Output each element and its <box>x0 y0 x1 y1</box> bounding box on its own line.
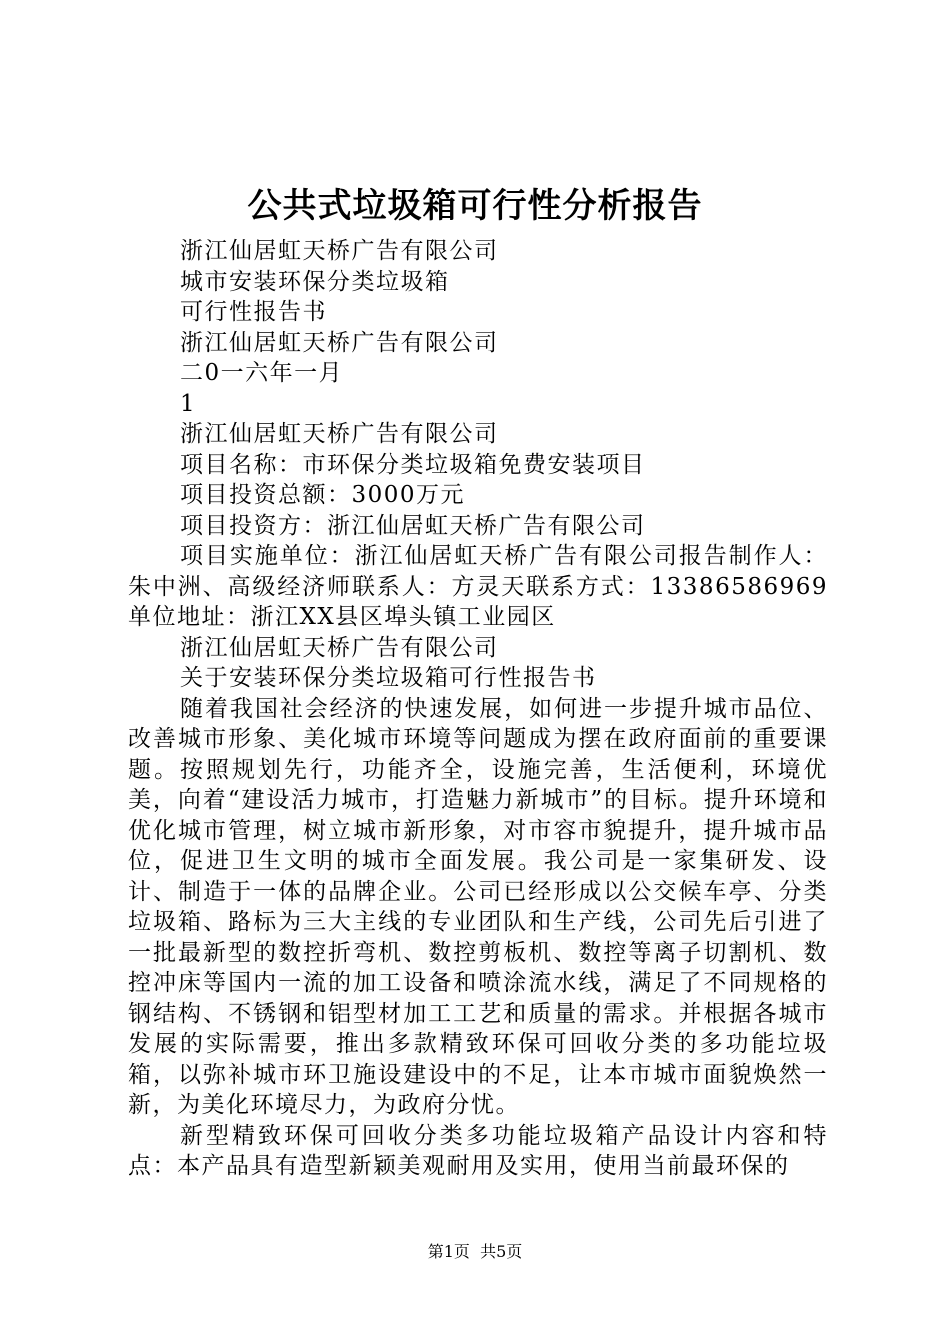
page-footer <box>0 1240 950 1264</box>
page-number: 第1页 <box>427 1242 470 1261</box>
paragraph-company: 浙江仙居虹天桥广告有限公司 <box>180 329 499 356</box>
document-body <box>128 236 828 1182</box>
page-total: 共5页 <box>480 1242 523 1261</box>
paragraph-investor: 项目投资方：浙江仙居虹天桥广告有限公司 <box>180 512 646 539</box>
paragraph-background: 随着我国社会经济的快速发展，如何进一步提升城市品位、改善城市形象、美化城市环境等问题成为摆在政府面前的重要课题。按照规划先行，功能齐全，设施完善，生活便利，环境优美，向着“建设活力城市，打造魅力新城市”的目标。提升环境和优化城市管理，树立城市新形象，对市容市貌提升，提升城市品位，促进卫生文明的城市全面发展。我公司是一家集研发、设计、制造于一体的品牌企业。公司已经形成以公交候车亭、分类垃圾箱、路标为三大主线的专业团队和生产线，公司先后引进了一批最新型的数控折弯机、数控剪板机、数控等离子切割机、数控冲床等国内一流的加工设备和喷涂流水线，满足了不同规格的钢结构、不锈钢和铝型材加工工艺和质量的需求。并根据各城市发展的实际需要，推出多款精致环保可回收分类的多功能垃圾箱，以弥补城市环卫施设建设中的不足，让本市城市面貌焕然一新，为美化环境尽力，为政府分忧。 <box>128 695 828 1118</box>
paragraph-company: 浙江仙居虹天桥广告有限公司 <box>180 421 499 447</box>
paragraph-report-type: 可行性报告书 <box>180 299 327 325</box>
document-title: 公共式垃圾箱可行性分析报告 <box>247 186 703 226</box>
paragraph-product-features: 新型精致环保可回收分类多功能垃圾箱产品设计内容和特点：本产品具有造型新颖美观耐用及实用，使用当前最环保的 <box>128 1122 828 1179</box>
paragraph-date: 二0一六年一月 <box>180 360 344 386</box>
paragraph-company: 浙江仙居虹天桥广告有限公司 <box>180 634 499 661</box>
paragraph-project-name: 项目名称：市环保分类垃圾箱免费安装项目 <box>180 451 646 478</box>
paragraph-report-heading: 关于安装环保分类垃圾箱可行性报告书 <box>180 665 597 691</box>
paragraph-subject: 城市安装环保分类垃圾箱 <box>180 268 450 295</box>
paragraph-project-details: 项目实施单位：浙江仙居虹天桥广告有限公司报告制作人：朱中洲、高级经济师联系人：方灵天联系方式：13386586969单位地址：浙江XX县区埠头镇工业园区 <box>128 543 828 630</box>
paragraph-investment-total: 项目投资总额：3000万元 <box>180 482 466 508</box>
paragraph-company: 浙江仙居虹天桥广告有限公司 <box>180 238 499 264</box>
paragraph-number: 1 <box>180 390 197 417</box>
